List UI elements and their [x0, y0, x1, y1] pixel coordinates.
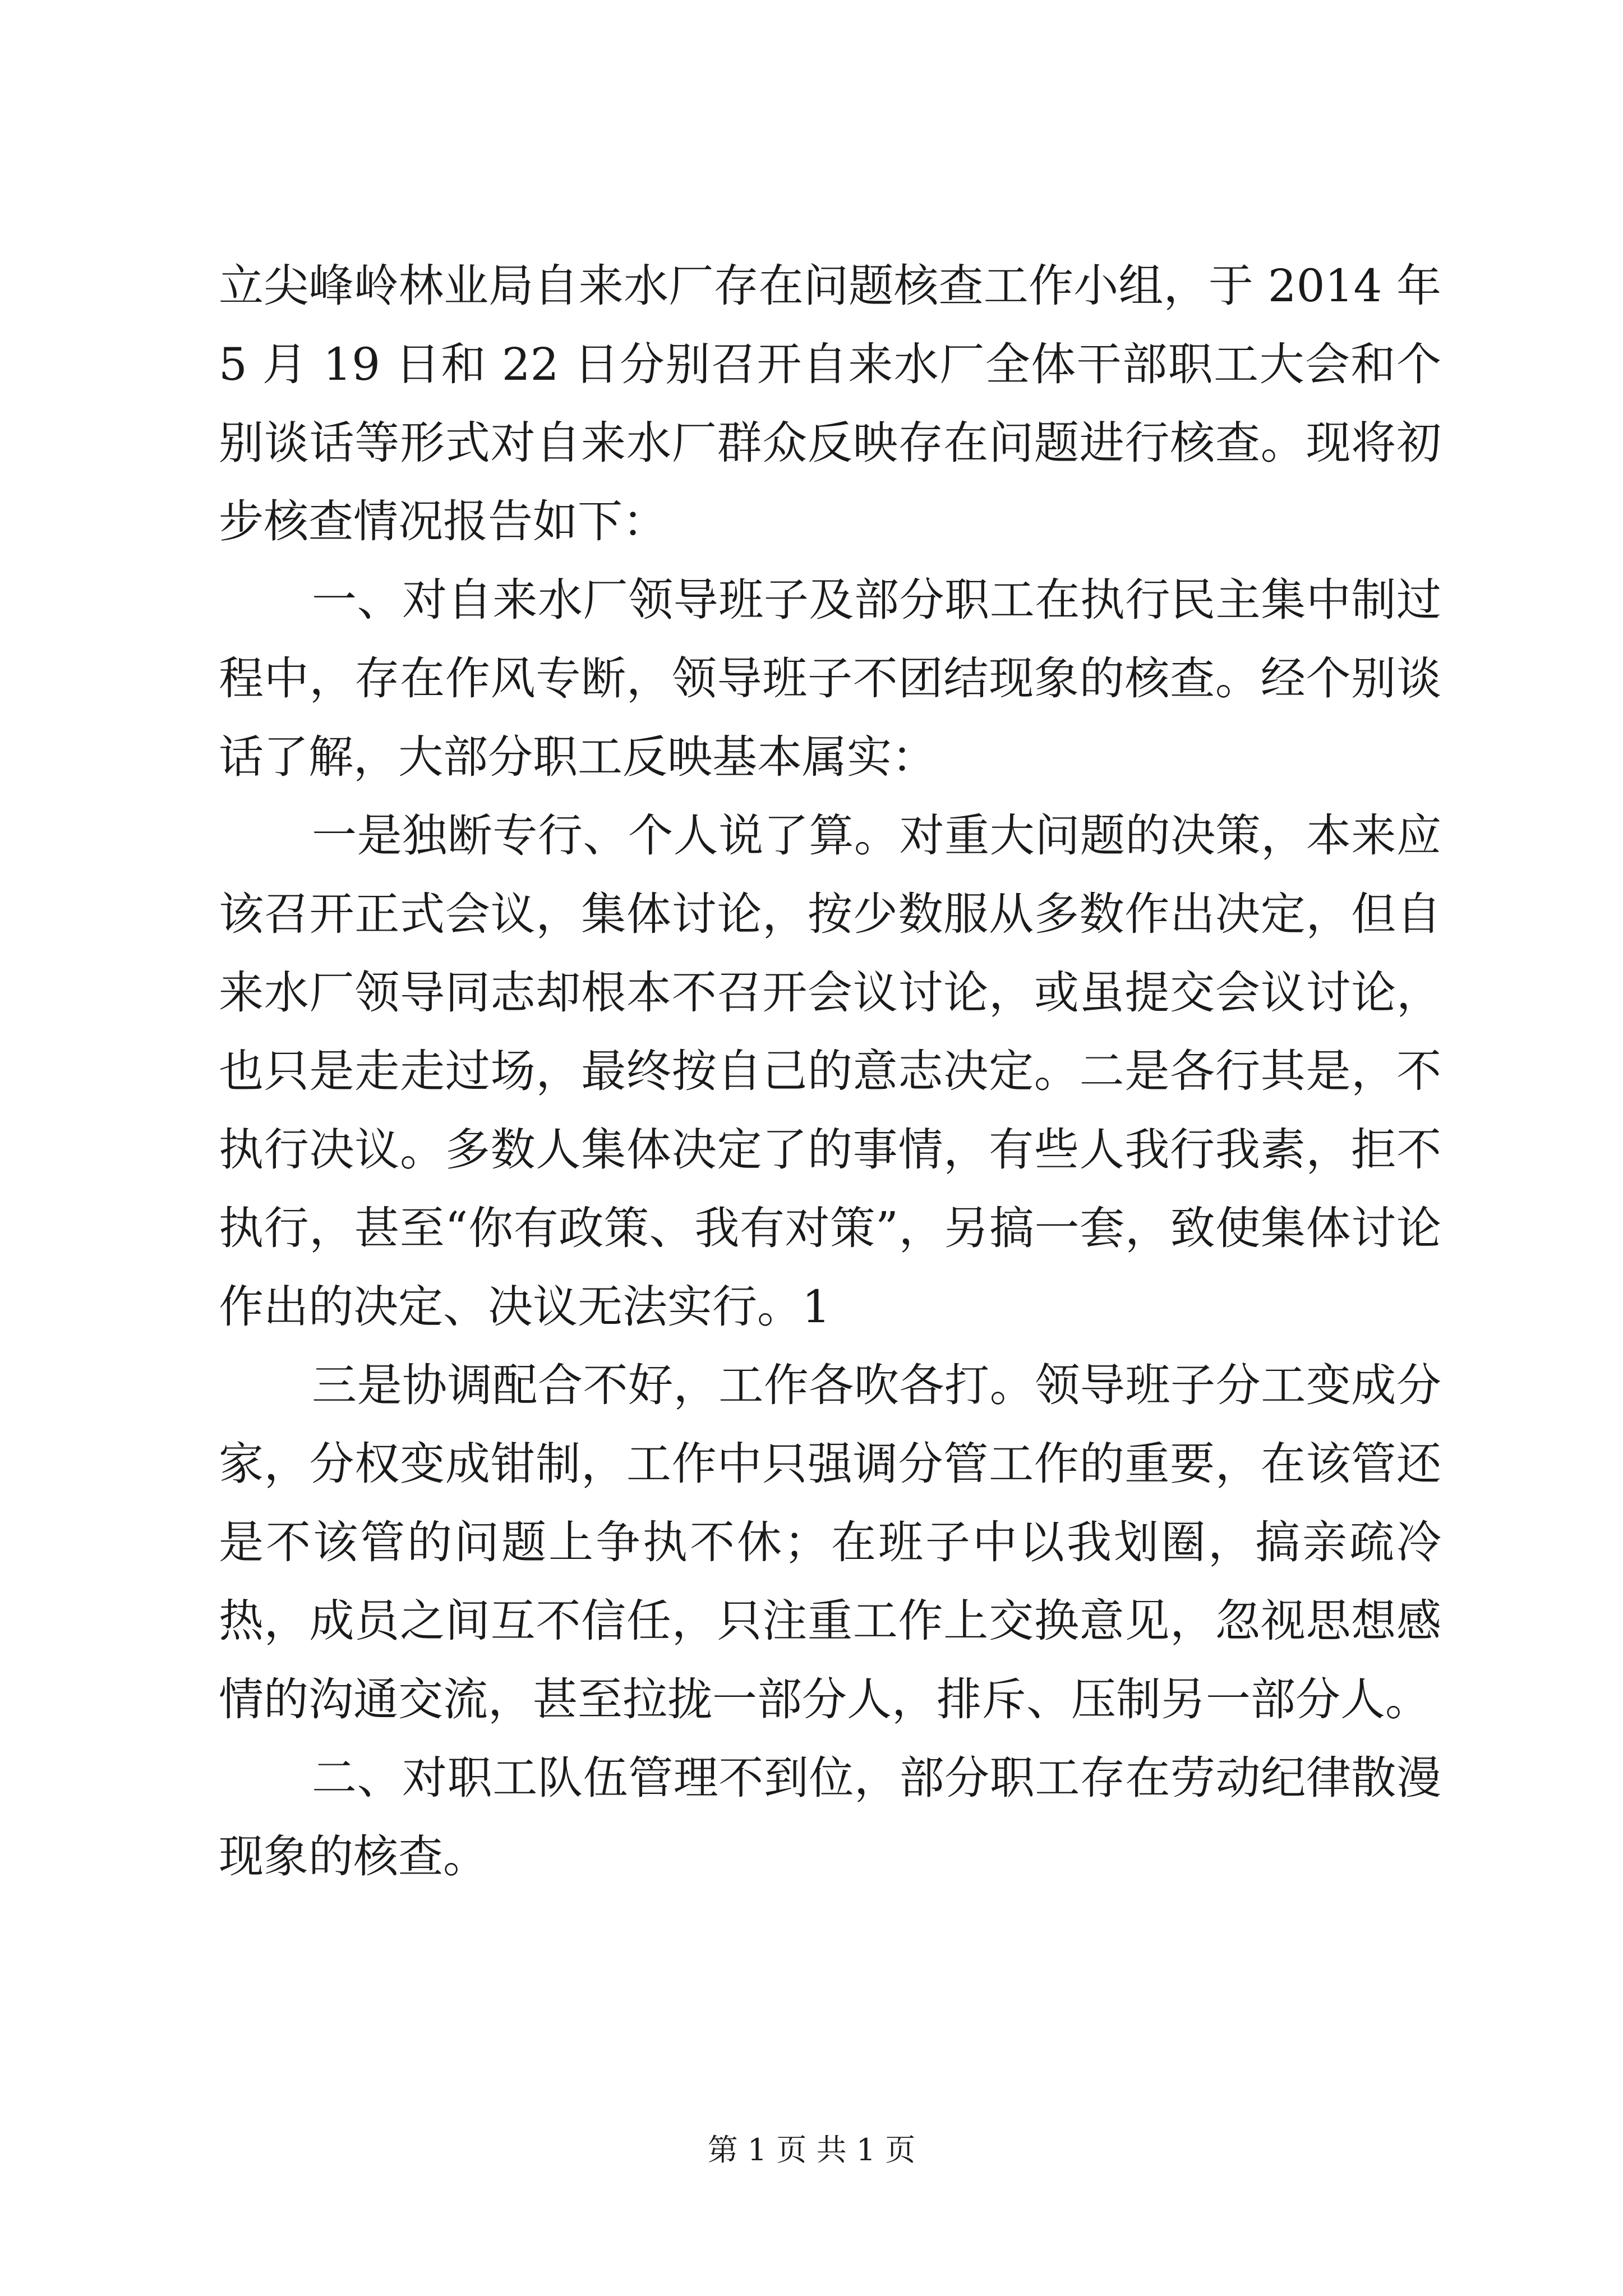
document-body [219, 247, 1441, 1896]
paragraph-section-2: 二、对职工队伍管理不到位，部分职工存在劳动纪律散漫现象的核查。 [219, 1752, 1441, 1883]
paragraph-point-3: 三是协调配合不好，工作各吹各打。领导班子分工变成分家，分权变成钳制，工作中只强调分管工作的重要，在该管还是不该管的问题上争执不休；在班子中以我划圈，搞亲疏冷热，成员之间互不信任，只注重工作上交换意见，忽视思想感情的沟通交流，甚至拉拢一部分人，排斥、压制另一部分人。 [219, 1359, 1441, 1726]
paragraph-intro: 立尖峰岭林业局自来水厂存在问题核查工作小组，于 2014 年 5 月 19 日和 22 日分别召开自来水厂全体干部职工大会和个别谈话等形式对自来水厂群众反映存在问题进行核查。现将初步核查情况报告如下： [219, 260, 1441, 547]
paragraph-section-1: 一、对自来水厂领导班子及部分职工在执行民主集中制过程中，存在作风专断，领导班子不团结现象的核查。经个别谈话了解，大部分职工反映基本属实： [219, 574, 1441, 783]
paragraph-point-1-2: 一是独断专行、个人说了算。对重大问题的决策，本来应该召开正式会议，集体讨论，按少数服从多数作出决定，但自来水厂领导同志却根本不召开会议讨论，或虽提交会议讨论，也只是走走过场，最终按自己的意志决定。二是各行其是，不执行决议。多数人集体决定了的事情，有些人我行我素，拒不执行，甚至“你有政策、我有对策”，另搞一套，致使集体讨论作出的决定、决议无法实行。1 [219, 809, 1441, 1333]
page-footer: 第 1 页 共 1 页 [707, 2132, 916, 2168]
